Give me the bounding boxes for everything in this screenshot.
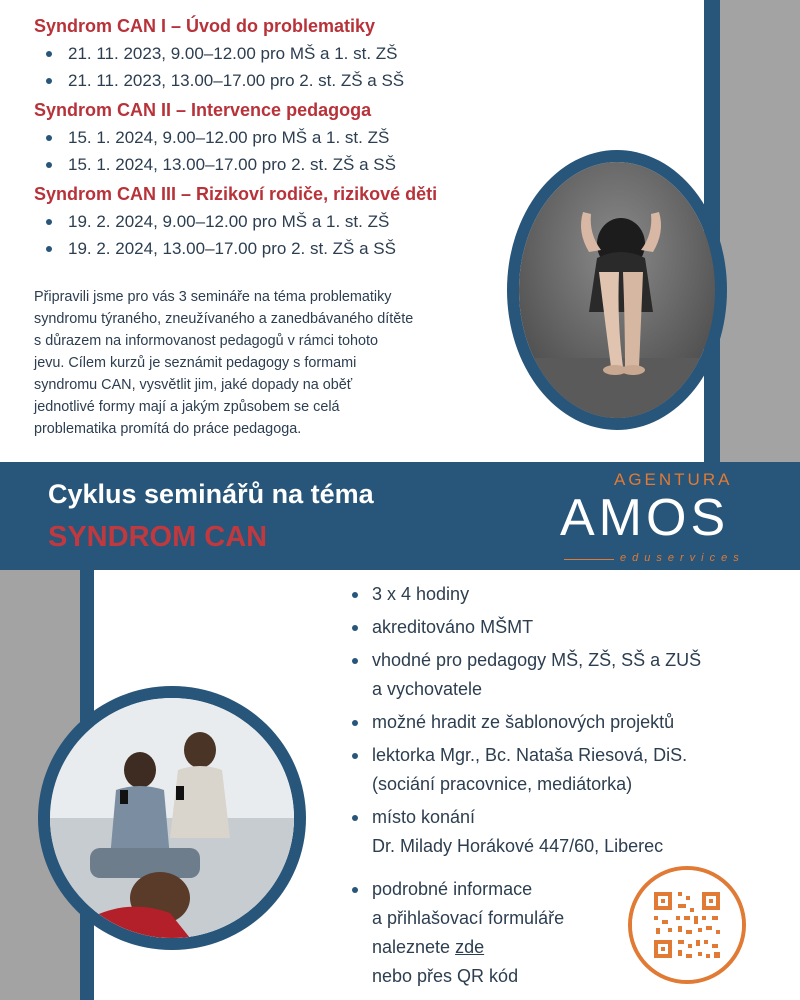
seminar-1 (34, 14, 504, 94)
session-item: 21. 11. 2023, 9.00–12.00 pro MŠ a 1. st. ZŠ (34, 40, 504, 67)
session-list (34, 40, 504, 94)
feature-info-text-4: nebo přes QR kód (372, 966, 519, 986)
photo-family-image (50, 698, 294, 938)
intro-paragraph (34, 286, 494, 440)
intro-line: Připravili jsme pro vás 3 semináře na téma problematiky (34, 289, 392, 305)
seminar-2 (34, 98, 504, 178)
logo-eduservices-text: eduservices (620, 552, 745, 564)
details-link[interactable]: zde (455, 937, 485, 957)
seminar-3 (34, 182, 504, 262)
intro-line: problematika promítá do práce pedagoga. (34, 421, 302, 437)
feature-funding (350, 708, 790, 737)
intro-line: syndromu týraného, zneužívaného a zanedbávaného dítěte (34, 311, 414, 327)
intro-line: syndromu CAN, vysvětlit jim, jaké dopady na oběť (34, 377, 353, 393)
feature-venue-label: místo konání (372, 807, 476, 827)
session-item: 15. 1. 2024, 9.00–12.00 pro MŠ a 1. st. ZŠ (34, 124, 504, 151)
intro-line: jevu. Cílem kurzů je seznámit pedagogy s formami (34, 355, 357, 371)
logo-agentura-text: AGENTURA (614, 470, 733, 489)
intro-line: jednotlivé formy mají a jakým způsobem se celá (34, 399, 340, 415)
banner-title: Cyklus seminářů na téma (48, 479, 374, 509)
seminar-schedule (34, 14, 504, 266)
feature-lecturer-role: (sociání pracovnice, mediátorka) (372, 774, 633, 794)
logo-amos-text: AMOS (560, 489, 730, 547)
session-item: 15. 1. 2024, 13.00–17.00 pro 2. st. ZŠ a SŠ (34, 151, 504, 178)
feature-suitable-text-2: a vychovatele (372, 679, 483, 699)
photo-child-in-corner (507, 150, 727, 430)
feature-info-text-3: naleznete (372, 937, 456, 957)
session-list (34, 124, 504, 178)
photo-child-image (519, 162, 715, 418)
qr-code[interactable] (628, 866, 746, 984)
feature-lecturer-text: lektorka Mgr., Bc. Nataša Riesová, DiS. (372, 745, 688, 765)
feature-lecturer (350, 741, 790, 799)
feature-hours-text: 3 x 4 hodiny (372, 584, 470, 604)
seminar-title: Syndrom CAN I – Úvod do problematiky (34, 16, 376, 36)
feature-venue-address: Dr. Milady Horákové 447/60, Liberec (372, 836, 664, 856)
seminar-title: Syndrom CAN III – Rizikoví rodiče, rizikové děti (34, 184, 438, 204)
feature-info-text-1: podrobné informace (372, 879, 533, 899)
feature-funding-text: možné hradit ze šablonových projektů (372, 712, 675, 732)
feature-venue (350, 803, 790, 861)
banner-subtitle: SYNDROM CAN (48, 521, 268, 553)
session-item: 19. 2. 2024, 13.00–17.00 pro 2. st. ZŠ a SŠ (34, 235, 504, 262)
feature-suitable-text: vhodné pro pedagogy MŠ, ZŠ, SŠ a ZUŠ (372, 650, 702, 670)
session-item: 19. 2. 2024, 9.00–12.00 pro MŠ a 1. st. ZŠ (34, 208, 504, 235)
intro-line: s důrazem na informovanost pedagogů v rámci tohoto (34, 333, 378, 349)
photo-family-with-phones (38, 686, 306, 950)
session-item: 21. 11. 2023, 13.00–17.00 pro 2. st. ZŠ a SŠ (34, 67, 504, 94)
feature-info-text-2: a přihlašovací formuláře (372, 908, 565, 928)
feature-accredited-text: akreditováno MŠMT (372, 617, 534, 637)
decorative-panel-gray-top (720, 0, 800, 462)
feature-suitable (350, 646, 790, 704)
feature-accredited (350, 613, 790, 642)
logo-underline (564, 559, 614, 560)
qr-code-icon (632, 870, 742, 980)
session-list (34, 208, 504, 262)
feature-hours (350, 580, 790, 609)
seminar-title: Syndrom CAN II – Intervence pedagoga (34, 100, 372, 120)
